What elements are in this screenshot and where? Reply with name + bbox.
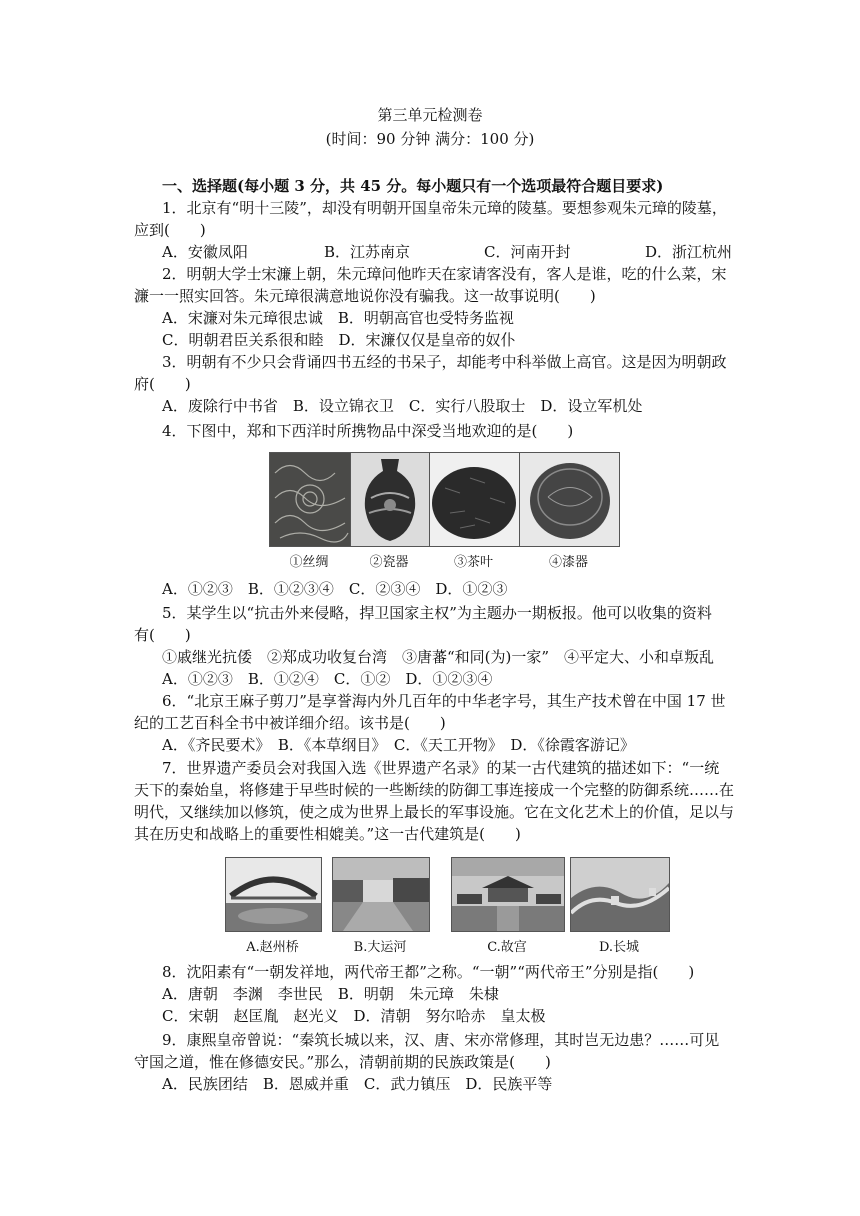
q5-options: A．①②③ B．①②④ C．①② D．①②③④ [162, 670, 493, 688]
q5-items: ①戚继光抗倭 ②郑成功收复台湾 ③唐蕃“和同(为)一家” ④平定大、小和卓叛乱 [162, 648, 715, 666]
q2-options-line2: C．明朝君臣关系很和睦 D．宋濂仅仅是皇帝的奴仆 [162, 331, 516, 349]
q3-options: A．废除行中书省 B．设立锦衣卫 C．实行八股取士 D．设立军机处 [162, 397, 643, 415]
q6-stem-line2: 纪的工艺百科全书中被详细介绍。该书是( ) [134, 714, 446, 732]
q4-caption-1: ①丝绸 [289, 555, 329, 570]
q6-stem-line1: 6．“北京王麻子剪刀”是享誉海内外几百年的中华老字号，其生产技术曾在中国 17 世 [162, 692, 726, 710]
page-subtitle: (时间：90 分钟 满分：100 分) [325, 130, 535, 148]
q4-caption-3: ③茶叶 [453, 555, 493, 570]
q1-stem-line2: 应到( ) [134, 221, 206, 239]
q5-stem-line1: 5．某学生以“抗击外来侵略，捍卫国家主权”为主题办一期板报。他可以收集的资料 [162, 604, 712, 622]
q2-stem-line1: 2．明朝大学士宋濂上朝，朱元璋问他昨天在家请客没有，客人是谁，吃的什么菜，宋 [162, 265, 727, 283]
q4-caption-2: ②瓷器 [369, 555, 409, 570]
section-heading: 一、选择题(每小题 3 分，共 45 分。每小题只有一个选项最符合题目要求) [162, 177, 664, 195]
forbidden-city-image [451, 857, 565, 932]
q7-stem-line4: 其在历史和战略上的重要性相媲美。”这一古代建筑是( ) [134, 825, 521, 843]
q8-stem: 8．沈阳素有“一朝发祥地，两代帝王都”之称。“一朝”“两代帝王”分别是指( ) [162, 963, 695, 981]
q8-options-line1: A．唐朝 李渊 李世民 B．明朝 朱元璋 朱棣 [162, 985, 499, 1003]
great-wall-image [570, 857, 670, 932]
q1-option-c: C．河南开封 [484, 243, 571, 261]
porcelain-image [350, 452, 430, 547]
q7-stem-line3: 明代，又继续加以修筑，使之成为世界上最长的军事设施。它在文化艺术上的价值，足以与 [134, 803, 735, 821]
q4-stem: 4．下图中，郑和下西洋时所携物品中深受当地欢迎的是( ) [162, 422, 574, 440]
q1-option-d: D．浙江杭州 [645, 243, 733, 261]
q7-caption-d: D.长城 [598, 940, 640, 955]
grand-canal-image [332, 857, 430, 932]
q3-stem-line1: 3．明朝有不少只会背诵四书五经的书呆子，却能考中科举做上高官。这是因为明朝政 [162, 353, 727, 371]
q1-stem-line1: 1．北京有“明十三陵”，却没有明朝开国皇帝朱元璋的陵墓。要想参观朱元璋的陵墓， [162, 199, 727, 217]
q9-options: A．民族团结 B．恩威并重 C．武力镇压 D．民族平等 [162, 1075, 553, 1093]
q6-options: A．《齐民要术》 B．《本草纲目》 C．《天工开物》 D．《徐霞客游记》 [162, 736, 635, 754]
q2-stem-line2: 濂一一照实回答。朱元璋很满意地说你没有骗我。这一故事说明( ) [134, 287, 596, 305]
q1-option-a: A．安徽凤阳 [162, 243, 248, 261]
silk-image [269, 452, 351, 547]
q7-caption-b: B.大运河 [353, 940, 407, 955]
q7-caption-a: A.赵州桥 [246, 940, 299, 955]
q4-caption-4: ④漆器 [548, 555, 588, 570]
q7-stem-line2: 天下的秦始皇，将修建于早些时候的一些断续的防御工事连接成一个完整的防御系统……在 [134, 781, 735, 799]
q7-stem-line1: 7．世界遗产委员会对我国入选《世界遗产名录》的某一古代建筑的描述如下：“一统 [162, 759, 720, 777]
q8-options-line2: C．宋朝 赵匡胤 赵光义 D．清朝 努尔哈赤 皇太极 [162, 1007, 546, 1025]
q9-stem-line2: 守国之道，惟在修德安民。”那么，清朝前期的民族政策是( ) [134, 1053, 551, 1071]
q4-options: A．①②③ B．①②③④ C．②③④ D．①②③ [162, 580, 508, 598]
q7-caption-c: C.故宫 [487, 940, 527, 955]
q5-stem-line2: 有( ) [134, 626, 191, 644]
zhaozhou-bridge-image [225, 857, 322, 932]
q9-stem-line1: 9．康熙皇帝曾说：“秦筑长城以来，汉、唐、宋亦常修理，其时岂无边患？……可见 [162, 1031, 720, 1049]
q2-options-line1: A．宋濂对朱元璋很忠诚 B．明朝高官也受特务监视 [162, 309, 514, 327]
tea-image [429, 452, 520, 547]
lacquerware-image [519, 452, 620, 547]
page-title: 第三单元检测卷 [377, 106, 483, 124]
q3-stem-line2: 府( ) [134, 375, 191, 393]
q1-option-b: B．江苏南京 [324, 243, 411, 261]
